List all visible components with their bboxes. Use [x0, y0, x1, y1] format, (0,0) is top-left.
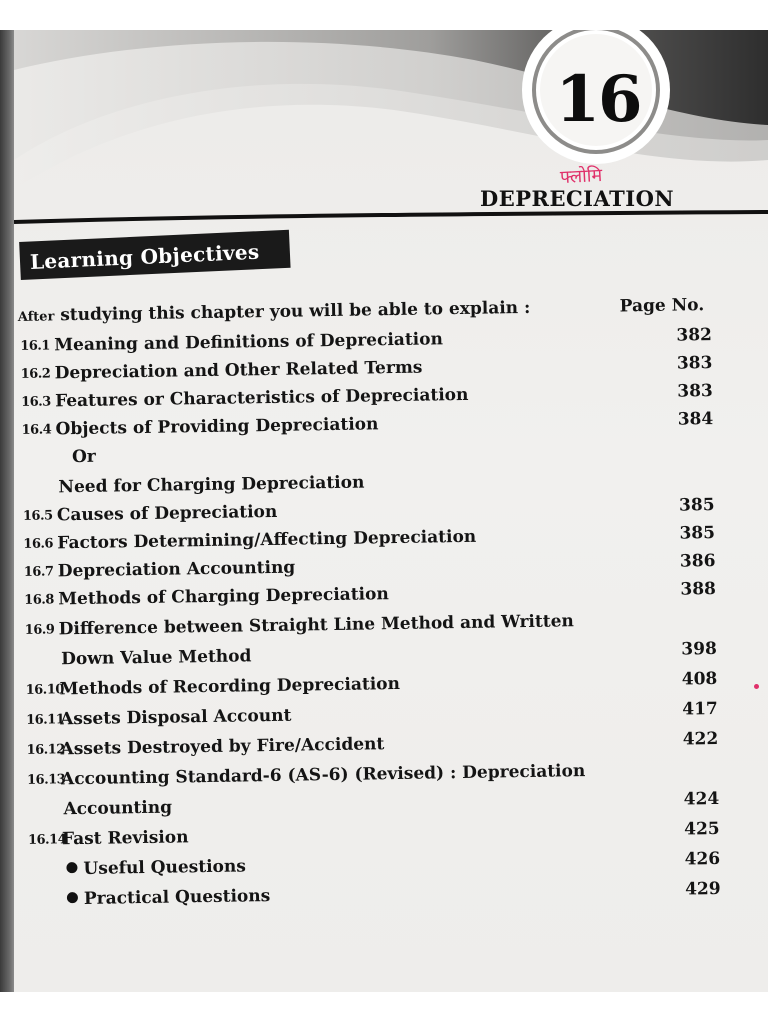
- objective-page: 385: [679, 523, 716, 544]
- objective-number: 16.11: [26, 712, 65, 728]
- objective-page: 425: [684, 818, 720, 840]
- objective-text: [58, 558, 296, 582]
- objective-label: Assets Destroyed by Fire/Accident: [60, 734, 385, 760]
- objective-number: 16.4: [21, 422, 52, 438]
- objective-number: 16.7: [23, 564, 54, 580]
- objective-page: [666, 467, 726, 468]
- objective-text: [66, 856, 246, 879]
- objective-number: 16.9: [24, 622, 55, 638]
- objective-label: Features or Characteristics of Depreciation: [54, 384, 469, 412]
- objective-text: [61, 646, 252, 669]
- objective-label: Need for Charging Depreciation: [58, 472, 365, 498]
- objective-text: [58, 473, 364, 498]
- learning-objectives-title: Learning Objectives: [29, 239, 260, 274]
- chapter-title: DEPRECIATION: [480, 186, 675, 211]
- objective-number: 16.3: [21, 394, 51, 410]
- objective-text: [67, 886, 271, 909]
- spine-text: [0, 50, 1, 101]
- page-number-header: Page No.: [619, 295, 705, 317]
- red-ink-dot: [754, 684, 759, 689]
- intro-line: [18, 298, 531, 326]
- objective-label: Down Value Method: [61, 646, 252, 670]
- objective-number: 16.6: [23, 536, 54, 552]
- objective-page: 385: [678, 495, 715, 516]
- objective-text: [57, 502, 278, 525]
- objective-text: [59, 674, 400, 699]
- objective-label: Or: [71, 446, 96, 468]
- objective-text: [60, 706, 292, 730]
- objective-text: [63, 798, 172, 820]
- objective-page: 382: [676, 325, 713, 346]
- objective-number: 16.13: [26, 772, 66, 788]
- objective-number: 16.10: [25, 682, 64, 698]
- objective-number: 16.1: [20, 338, 51, 354]
- objective-page: [671, 759, 731, 760]
- bullet-icon: [67, 892, 78, 903]
- chapter-number: 16: [555, 62, 641, 137]
- objective-page: 384: [677, 409, 714, 430]
- objective-label: Fast Revision: [61, 827, 189, 850]
- handwritten-note: फ्लोमि: [559, 164, 603, 189]
- objective-page: 383: [676, 353, 713, 374]
- objective-page: 426: [684, 848, 721, 870]
- objective-number: 16.14: [27, 832, 67, 848]
- objective-label: Useful Questions: [83, 856, 247, 879]
- objective-page: 383: [677, 381, 713, 402]
- bullet-icon: [66, 862, 77, 873]
- objective-page: [666, 437, 726, 438]
- objective-label: Practical Questions: [83, 886, 271, 909]
- objective-label: Objects of Providing Depreciation: [55, 414, 379, 440]
- objective-label: Meaning and Definitions of Depreciation: [54, 329, 444, 356]
- objective-number: 16.5: [22, 508, 53, 524]
- objective-page: 429: [684, 878, 721, 900]
- objective-page: 424: [683, 788, 720, 810]
- objective-label: Factors Determining/Affecting Depreciation: [57, 526, 477, 554]
- objective-page: 388: [680, 579, 717, 600]
- objectives-list: [14, 30, 768, 992]
- objective-label: Assets Disposal Account: [59, 705, 292, 730]
- objective-label: Methods of Recording Depreciation: [59, 673, 401, 700]
- objective-text: [58, 584, 389, 609]
- objective-label: Depreciation and Other Related Terms: [54, 357, 423, 384]
- book-page: [14, 30, 768, 992]
- objective-number: 16.2: [20, 366, 51, 382]
- objective-number: 16.12: [26, 742, 65, 758]
- objective-label: Causes of Depreciation: [56, 501, 278, 526]
- objective-label: Methods of Charging Depreciation: [58, 584, 389, 610]
- objective-text: [72, 447, 96, 467]
- objective-label: Accounting Standard-6 (AS-6) (Revised) : Depreciation: [60, 761, 586, 790]
- intro-prefix: After: [17, 309, 55, 325]
- objective-page: 408: [681, 668, 718, 690]
- objective-text: [54, 329, 443, 355]
- objective-label: Depreciation Accounting: [57, 557, 296, 582]
- objective-text: [60, 734, 384, 759]
- objective-text: [62, 827, 189, 849]
- objective-page: 398: [681, 639, 718, 660]
- objective-page: [668, 609, 728, 610]
- objective-label: Accounting: [63, 797, 173, 820]
- objective-page: 422: [682, 728, 719, 750]
- objective-text: [55, 414, 378, 439]
- objective-page: 386: [679, 551, 716, 572]
- objective-number: 16.8: [24, 592, 55, 608]
- objective-label: Difference between Straight Line Method and Written: [58, 611, 574, 640]
- intro-text: studying this chapter you will be able to explain :: [60, 297, 531, 326]
- objective-page: 417: [682, 698, 718, 720]
